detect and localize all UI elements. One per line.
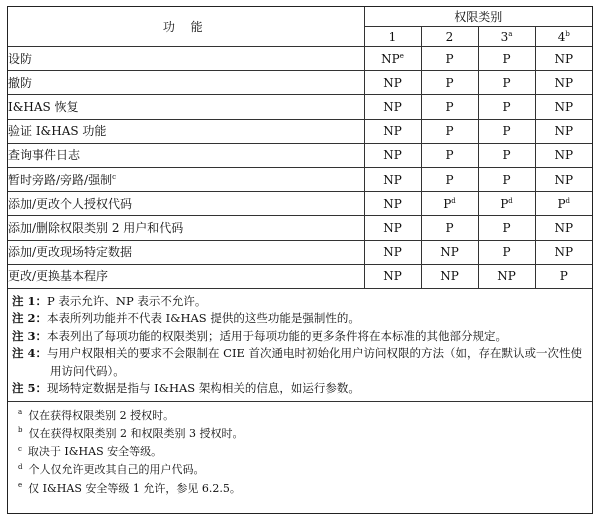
permission-cell	[478, 119, 535, 143]
level-footnote-mark: a	[508, 29, 513, 38]
permission-cell	[478, 143, 535, 167]
permission-cell	[478, 167, 535, 191]
permission-cell	[535, 119, 592, 143]
function-name-cell	[8, 119, 364, 143]
permission-cell	[421, 143, 478, 167]
table-row	[8, 143, 592, 167]
permission-cell	[478, 264, 535, 288]
level-footnote-mark: b	[565, 29, 570, 38]
permission-value: P	[445, 51, 454, 66]
function-name: I&HAS 恢复	[8, 99, 79, 114]
footnote-mark: d	[18, 462, 23, 471]
function-name-cell	[8, 71, 364, 95]
permission-table	[8, 7, 592, 288]
permission-value: NP	[554, 172, 574, 187]
footnote-mark: c	[18, 444, 22, 453]
permission-value: NP	[383, 245, 402, 260]
permission-cell	[421, 167, 478, 191]
permission-value: NP	[383, 99, 402, 114]
permission-footnote-mark: d	[451, 196, 456, 205]
table-row	[8, 264, 592, 288]
footnote-mark: e	[18, 481, 23, 490]
permission-value: P	[559, 269, 568, 284]
level-header-2	[421, 27, 478, 47]
permission-cell	[364, 119, 421, 143]
level-header-4	[535, 27, 592, 47]
permission-value: P	[502, 99, 511, 114]
permission-value: P	[502, 148, 511, 163]
footnote-item	[18, 480, 592, 498]
permission-cell	[478, 192, 535, 216]
permission-header: 权限类别	[364, 7, 592, 27]
table-body	[8, 47, 592, 288]
permission-cell	[535, 167, 592, 191]
note-item	[12, 380, 592, 398]
footnotes-section	[8, 401, 592, 498]
table-row	[8, 216, 592, 240]
permission-value: NP	[497, 269, 516, 284]
note-item	[12, 310, 592, 328]
permission-value: NP	[554, 99, 574, 114]
permission-cell	[421, 95, 478, 119]
footnote-item	[18, 461, 592, 479]
permission-value: P	[502, 124, 511, 139]
permission-footnote-mark: d	[565, 196, 571, 205]
level-label: 1	[388, 29, 397, 44]
permission-value: P	[502, 75, 511, 90]
footnote-item	[18, 407, 592, 425]
permission-value: P	[557, 196, 566, 211]
footnote-text: 个人仅允许更改其自己的用户代码。	[28, 463, 205, 477]
permission-footnote-mark: d	[508, 196, 513, 205]
permission-cell	[535, 192, 592, 216]
table-row	[8, 47, 592, 71]
level-header-3	[478, 27, 535, 47]
function-name: 更改/更换基本程序	[8, 269, 109, 284]
permission-cell	[364, 143, 421, 167]
permission-cell	[364, 240, 421, 264]
permission-cell	[364, 95, 421, 119]
function-name: 添加/更改个人授权代码	[8, 196, 133, 211]
level-label: 3	[500, 29, 509, 44]
level-label: 2	[445, 29, 454, 44]
permission-value: NP	[383, 220, 402, 235]
note-label: 注 1：	[12, 293, 48, 308]
function-name-cell	[8, 47, 364, 71]
permission-cell	[421, 240, 478, 264]
permission-cell	[421, 71, 478, 95]
permission-value: P	[445, 99, 454, 114]
permission-cell	[421, 119, 478, 143]
note-text: 本表列出了每项功能的权限类别；适用于每项功能的更多条件将在本标准的其他部分规定。	[47, 328, 508, 343]
note-item	[12, 293, 592, 311]
header-row-1	[8, 7, 592, 27]
permission-cell	[364, 47, 421, 71]
note-text: 本表所列功能并不代表 I&HAS 提供的这些功能是强制性的。	[47, 311, 360, 326]
footnote-item	[18, 443, 592, 461]
permission-value: P	[443, 196, 452, 211]
permission-cell	[421, 216, 478, 240]
permission-value: NP	[383, 124, 402, 139]
permission-value: NP	[383, 172, 402, 187]
footnote-mark: b	[18, 426, 23, 435]
permission-value: NP	[554, 245, 574, 260]
function-name: 添加/更改现场特定数据	[8, 245, 133, 260]
permission-value: NP	[554, 75, 574, 90]
table-row	[8, 240, 592, 264]
permission-cell	[478, 216, 535, 240]
footnote-text: 仅在获得权限类别 2 和权限类别 3 授权时。	[28, 427, 244, 441]
note-text: 与用户权限相关的要求不会限制在 CIE 首次通电时初始化用户访问权限的方法（如，存在默认或一次性使	[47, 346, 583, 361]
permission-value: P	[445, 220, 454, 235]
function-name: 添加/删除权限类别 2 用户和代码	[8, 220, 184, 235]
function-name-cell	[8, 216, 364, 240]
function-name: 撤防	[8, 75, 33, 90]
permission-cell	[478, 240, 535, 264]
permission-cell	[364, 264, 421, 288]
level-label: 4	[557, 29, 566, 44]
footnote-text: 取决于 I&HAS 安全等级。	[27, 445, 163, 459]
permission-cell	[535, 71, 592, 95]
permission-cell	[364, 216, 421, 240]
permission-value: P	[445, 75, 454, 90]
note-label: 注 5：	[12, 381, 48, 396]
footnote-text: 仅在获得权限类别 2 授权时。	[28, 408, 175, 422]
permission-value: P	[500, 196, 509, 211]
function-name-cell	[8, 240, 364, 264]
table-row	[8, 167, 592, 191]
permission-cell	[478, 71, 535, 95]
permission-cell	[364, 192, 421, 216]
function-name: 验证 I&HAS 功能	[8, 124, 107, 139]
permission-cell	[535, 95, 592, 119]
permission-table-frame	[7, 6, 593, 514]
footnote-item	[18, 425, 592, 443]
permission-value: P	[445, 172, 454, 187]
permission-value: P	[445, 148, 454, 163]
permission-value: NP	[440, 269, 459, 284]
permission-cell	[535, 216, 592, 240]
permission-value: P	[502, 245, 511, 260]
table-row	[8, 119, 592, 143]
permission-value: P	[445, 124, 454, 139]
note-text: 现场特定数据是指与 I&HAS 架构相关的信息，如运行参数。	[47, 381, 360, 396]
note-label: 注 4：	[12, 346, 48, 361]
permission-value: NP	[554, 220, 574, 235]
permission-cell	[535, 240, 592, 264]
note-label: 注 3：	[12, 328, 48, 343]
permission-value: NP	[554, 148, 574, 163]
function-header: 功 能	[8, 7, 364, 47]
permission-cell	[478, 47, 535, 71]
function-name: 暂时旁路/旁路/强制	[8, 172, 113, 187]
permission-cell	[364, 71, 421, 95]
permission-value: NP	[554, 51, 574, 66]
permission-cell	[421, 264, 478, 288]
permission-value: NP	[381, 51, 400, 66]
level-header-1	[364, 27, 421, 47]
permission-value: NP	[383, 196, 402, 211]
function-name-cell	[8, 264, 364, 288]
permission-value: NP	[383, 148, 402, 163]
permission-cell	[364, 167, 421, 191]
permission-value: NP	[383, 269, 402, 284]
note-text: P 表示允许、NP 表示不允许。	[47, 293, 207, 308]
function-name-cell	[8, 143, 364, 167]
permission-value: NP	[383, 75, 402, 90]
footnote-mark: a	[18, 408, 23, 417]
function-name-cell	[8, 95, 364, 119]
function-name: 设防	[8, 51, 33, 66]
function-footnote-mark: c	[112, 172, 117, 181]
permission-cell	[421, 192, 478, 216]
note-label: 注 2：	[12, 311, 48, 326]
permission-cell	[535, 264, 592, 288]
permission-footnote-mark: e	[399, 51, 404, 60]
permission-cell	[421, 47, 478, 71]
permission-cell	[478, 95, 535, 119]
permission-value: P	[502, 51, 511, 66]
permission-value: P	[502, 220, 511, 235]
permission-value: NP	[440, 245, 459, 260]
table-row	[8, 71, 592, 95]
function-name-cell	[8, 167, 364, 191]
permission-cell	[535, 143, 592, 167]
permission-value: P	[502, 172, 511, 187]
note-item	[12, 345, 592, 363]
permission-value: NP	[554, 124, 574, 139]
table-row	[8, 95, 592, 119]
permission-cell	[535, 47, 592, 71]
function-name: 查询事件日志	[8, 148, 81, 163]
note-continuation: 用访问代码）。	[50, 363, 125, 378]
function-name-cell	[8, 192, 364, 216]
notes-section	[8, 288, 592, 401]
note-item	[12, 328, 592, 346]
table-row	[8, 192, 592, 216]
footnote-text: 仅 I&HAS 安全等级 1 允许，参见 6.2.5。	[28, 481, 241, 495]
